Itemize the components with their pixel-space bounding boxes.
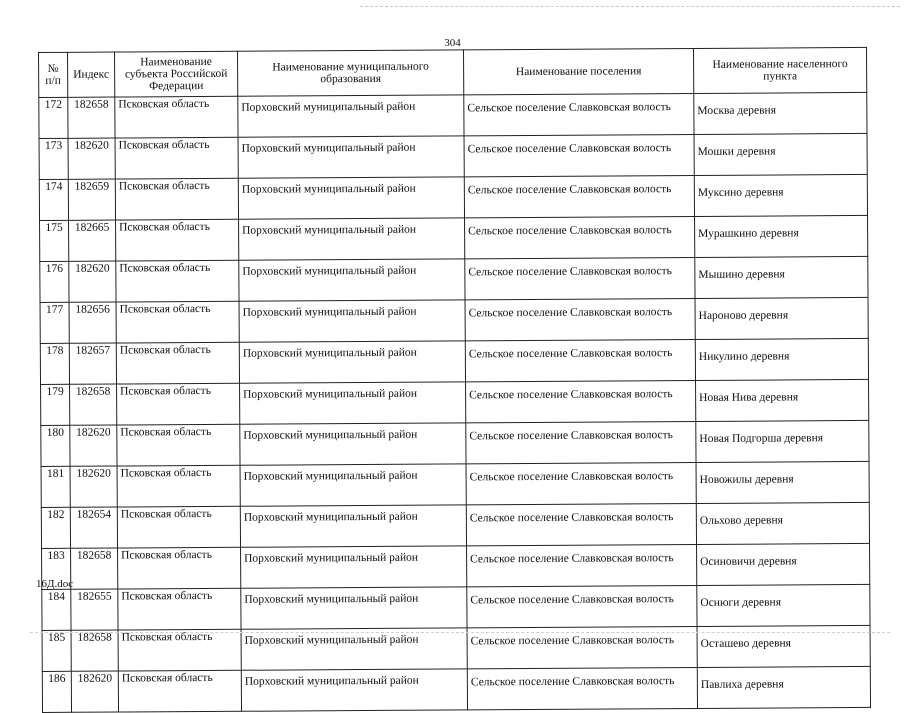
cell-municipality: Порховский муниципальный район (240, 382, 466, 424)
table-header-row (39, 47, 867, 97)
cell-municipality: Порховский муниципальный район (239, 259, 465, 301)
cell-index: 182658 (71, 630, 118, 671)
header-locality: Наименование населенного пункта (693, 47, 866, 93)
cell-municipality: Порховский муниципальный район (241, 628, 467, 670)
cell-municipality: Порховский муниципальный район (238, 177, 464, 219)
cell-locality: Новая Нива деревня (696, 379, 869, 421)
cell-num: 177 (40, 302, 69, 343)
table-row (39, 92, 867, 138)
cell-locality: Мурашкино деревня (695, 215, 868, 257)
cell-municipality: Порховский муниципальный район (240, 505, 466, 547)
cell-subject: Псковская область (117, 506, 240, 548)
cell-subject: Псковская область (117, 383, 240, 425)
cell-num: 185 (42, 630, 71, 671)
header-num: № п/п (39, 52, 68, 97)
cell-settlement: Сельское поселение Славковская волость (467, 544, 697, 586)
table-row (40, 215, 868, 261)
table-row (42, 584, 870, 630)
cell-municipality: Порховский муниципальный район (241, 669, 467, 711)
cell-municipality: Порховский муниципальный район (238, 95, 464, 137)
table-row (39, 133, 867, 179)
cell-municipality: Порховский муниципальный район (239, 218, 465, 260)
cell-index: 182657 (69, 343, 116, 384)
cell-index: 182654 (70, 507, 117, 548)
cell-index: 182658 (68, 97, 115, 138)
cell-settlement: Сельское поселение Славковская волость (465, 257, 695, 299)
table-row (40, 338, 868, 384)
cell-num: 180 (41, 425, 70, 466)
cell-municipality: Порховский муниципальный район (241, 546, 467, 588)
cell-settlement: Сельское поселение Славковская волость (465, 216, 695, 258)
cell-settlement: Сельское поселение Славковская волость (466, 421, 696, 463)
header-municipality: Наименование муниципального образования (237, 50, 463, 96)
cell-index: 182620 (68, 138, 115, 179)
settlements-table (38, 47, 871, 713)
cell-index: 182655 (71, 589, 118, 630)
cell-num: 178 (40, 343, 69, 384)
cell-num: 184 (42, 589, 71, 630)
cell-locality: Осиновичи деревня (697, 543, 870, 585)
cell-subject: Псковская область (116, 301, 239, 343)
cell-index: 182620 (70, 425, 117, 466)
table-row (42, 666, 870, 712)
cell-subject: Псковская область (117, 424, 240, 466)
cell-index: 182659 (68, 179, 115, 220)
cell-municipality: Порховский муниципальный район (239, 341, 465, 383)
cell-locality: Павлиха деревня (697, 666, 870, 708)
table-row (40, 256, 868, 302)
cell-num: 181 (41, 466, 70, 507)
cell-subject: Псковская область (117, 465, 240, 507)
cell-index: 182665 (69, 220, 116, 261)
cell-locality: Осташево деревня (697, 625, 870, 667)
cell-num: 182 (41, 507, 70, 548)
cell-subject: Псковская область (118, 547, 241, 589)
cell-settlement: Сельское поселение Славковская волость (465, 298, 695, 340)
cell-locality: Оснюги деревня (697, 584, 870, 626)
cell-subject: Псковская область (118, 629, 241, 671)
cell-settlement: Сельское поселение Славковская волость (466, 462, 696, 504)
header-subject: Наименование субъекта Российской Федерации (115, 51, 238, 97)
cell-index: 182620 (69, 261, 116, 302)
cell-locality: Никулино деревня (695, 338, 868, 380)
header-settlement: Наименование поселения (463, 48, 693, 94)
cell-subject: Псковская область (118, 670, 241, 712)
table-body (39, 92, 871, 712)
cell-municipality: Порховский муниципальный район (238, 136, 464, 178)
cell-subject: Псковская область (118, 588, 241, 630)
cell-locality: Ольхово деревня (696, 502, 869, 544)
table-row (41, 420, 869, 466)
cell-subject: Псковская область (116, 260, 239, 302)
cell-subject: Псковская область (116, 219, 239, 261)
cell-num: 183 (42, 548, 71, 589)
cell-municipality: Порховский муниципальный район (240, 464, 466, 506)
cell-settlement: Сельское поселение Славковская волость (467, 667, 697, 709)
cell-settlement: Сельское поселение Славковская волость (467, 585, 697, 627)
cell-subject: Псковская область (115, 96, 238, 138)
cell-num: 172 (39, 97, 68, 138)
cell-num: 186 (42, 671, 71, 712)
cell-settlement: Сельское поселение Славковская волость (464, 134, 694, 176)
cell-municipality: Порховский муниципальный район (240, 423, 466, 465)
table-row (41, 461, 869, 507)
cell-subject: Псковская область (115, 137, 238, 179)
cell-locality: Новая Подгорша деревня (696, 420, 869, 462)
cell-settlement: Сельское поселение Славковская волость (466, 380, 696, 422)
cell-settlement: Сельское поселение Славковская волость (464, 175, 694, 217)
header-index: Индекс (68, 52, 115, 97)
cell-num: 175 (40, 220, 69, 261)
cell-settlement: Сельское поселение Славковская волость (465, 339, 695, 381)
cell-settlement: Сельское поселение Славковская волость (467, 626, 697, 668)
cell-num: 174 (39, 179, 68, 220)
cell-subject: Псковская область (115, 178, 238, 220)
scan-edge-top (360, 6, 900, 7)
table-row (41, 502, 869, 548)
table-row (42, 543, 870, 589)
cell-locality: Москва деревня (694, 92, 867, 134)
cell-num: 179 (41, 384, 70, 425)
cell-locality: Мышино деревня (695, 256, 868, 298)
cell-subject: Псковская область (116, 342, 239, 384)
cell-num: 176 (40, 261, 69, 302)
cell-index: 182658 (71, 548, 118, 589)
cell-locality: Нароново деревня (695, 297, 868, 339)
cell-index: 182620 (70, 466, 117, 507)
cell-locality: Новожилы деревня (696, 461, 869, 503)
table-row (39, 174, 867, 220)
cell-index: 182620 (71, 671, 118, 712)
page-number: 304 (444, 37, 461, 49)
table-row (40, 297, 868, 343)
cell-locality: Муксино деревня (694, 174, 867, 216)
footer-file-name: 16Д.doc (36, 578, 74, 590)
cell-locality: Мошки деревня (694, 133, 867, 175)
cell-index: 182656 (69, 302, 116, 343)
scan-edge-bottom (30, 632, 890, 633)
cell-settlement: Сельское поселение Славковская волость (466, 503, 696, 545)
cell-settlement: Сельское поселение Славковская волость (464, 93, 694, 135)
cell-index: 182658 (70, 384, 117, 425)
cell-num: 173 (39, 138, 68, 179)
cell-municipality: Порховский муниципальный район (239, 300, 465, 342)
cell-municipality: Порховский муниципальный район (241, 587, 467, 629)
table-row (41, 379, 869, 425)
